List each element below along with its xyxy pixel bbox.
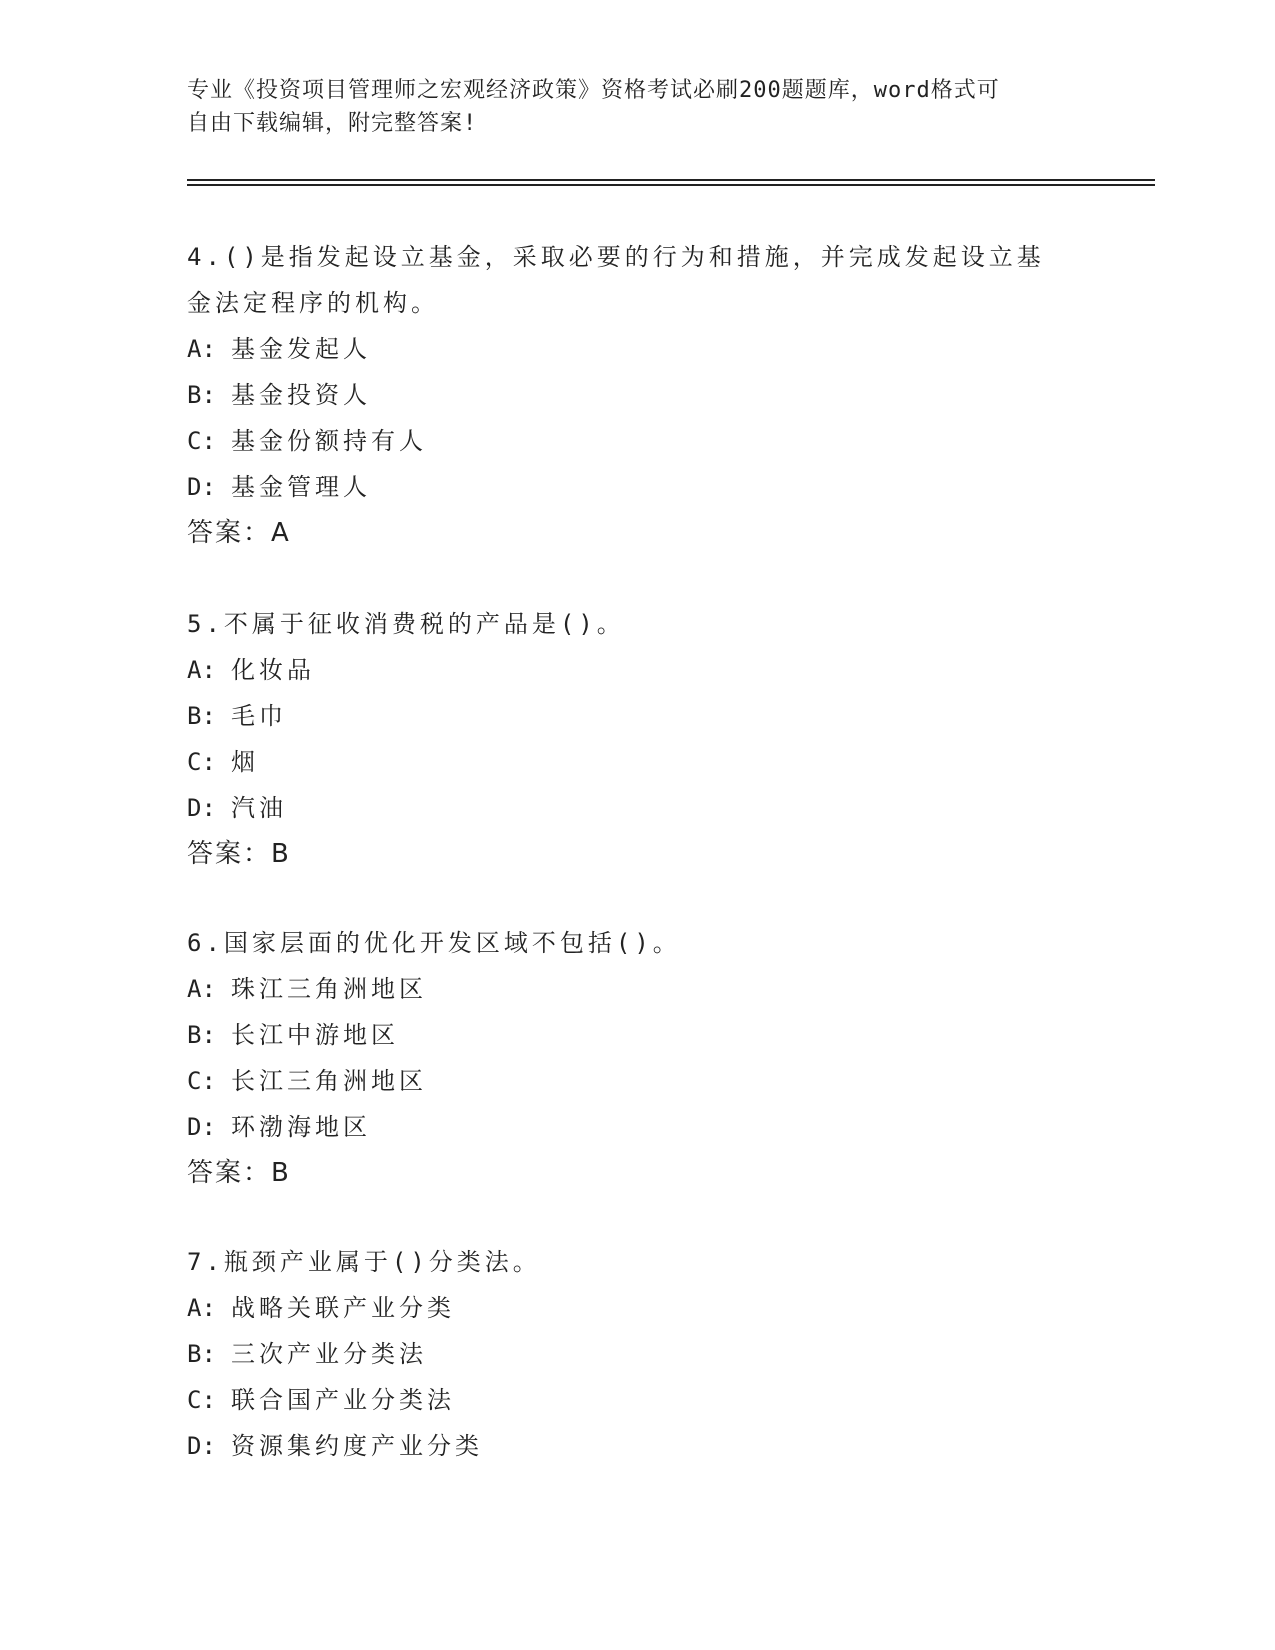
option-key: C: [187,427,216,455]
question-stem-line-2: 金法定程序的机构。 [187,289,439,317]
option-b [187,693,1087,739]
question-5 [187,601,1087,877]
option-key: B: [187,702,216,730]
option-key: B: [187,381,216,409]
option-c [187,1377,1087,1423]
answer-line: 答案：A [187,518,291,548]
option-c [187,739,1087,785]
question-stem-line-1: 7.瓶颈产业属于()分类法。 [187,1248,541,1276]
option-key: C: [187,1067,216,1095]
question-stem [187,601,1087,647]
option-text: 烟 [231,748,259,776]
option-b [187,372,1087,418]
option-text: 基金发起人 [231,335,371,363]
option-key: C: [187,1386,216,1414]
option-a [187,326,1087,372]
option-text: 基金份额持有人 [231,427,427,455]
option-d [187,1104,1087,1150]
option-key: D: [187,473,216,501]
option-text: 化妆品 [231,656,315,684]
option-text: 基金投资人 [231,381,371,409]
option-c [187,418,1087,464]
option-a [187,966,1087,1012]
header-divider-top [187,179,1155,181]
option-text: 资源集约度产业分类 [231,1432,483,1460]
option-text: 基金管理人 [231,473,371,501]
option-text: 环渤海地区 [231,1113,371,1141]
option-key: D: [187,1432,216,1460]
option-a [187,1285,1087,1331]
option-d [187,464,1087,510]
option-a [187,647,1087,693]
option-key: B: [187,1340,216,1368]
question-stem-line-1: 4.()是指发起设立基金，采取必要的行为和措施，并完成发起设立基 [187,243,1045,271]
option-text: 战略关联产业分类 [231,1294,455,1322]
option-key: A: [187,335,216,363]
option-text: 珠江三角洲地区 [231,975,427,1003]
option-d [187,785,1087,831]
header-line-1: 专业《投资项目管理师之宏观经济政策》资格考试必刷200题题库，word格式可 [187,78,1000,103]
option-b [187,1331,1087,1377]
header-divider-bottom [187,184,1155,186]
option-text: 汽油 [231,794,287,822]
option-text: 三次产业分类法 [231,1340,427,1368]
question-stem-line-1: 6.国家层面的优化开发区域不包括()。 [187,929,681,957]
question-stem-line-1: 5.不属于征收消费税的产品是()。 [187,610,625,638]
option-key: D: [187,1113,216,1141]
option-c [187,1058,1087,1104]
option-text: 长江三角洲地区 [231,1067,427,1095]
option-key: A: [187,1294,216,1322]
answer-line: 答案：B [187,1158,291,1188]
option-text: 长江中游地区 [231,1021,399,1049]
question-stem [187,1239,1087,1285]
question-6 [187,920,1087,1196]
answer-line: 答案：B [187,839,291,869]
header-line-2: 自由下载编辑，附完整答案! [187,111,478,136]
question-7 [187,1239,1087,1469]
option-key: C: [187,748,216,776]
option-key: A: [187,656,216,684]
option-key: D: [187,794,216,822]
question-stem [187,920,1087,966]
document-header [187,74,1067,140]
option-text: 毛巾 [231,702,287,730]
question-stem [187,234,1087,326]
option-key: B: [187,1021,216,1049]
question-4 [187,234,1087,556]
option-b [187,1012,1087,1058]
option-key: A: [187,975,216,1003]
option-d [187,1423,1087,1469]
option-text: 联合国产业分类法 [231,1386,455,1414]
